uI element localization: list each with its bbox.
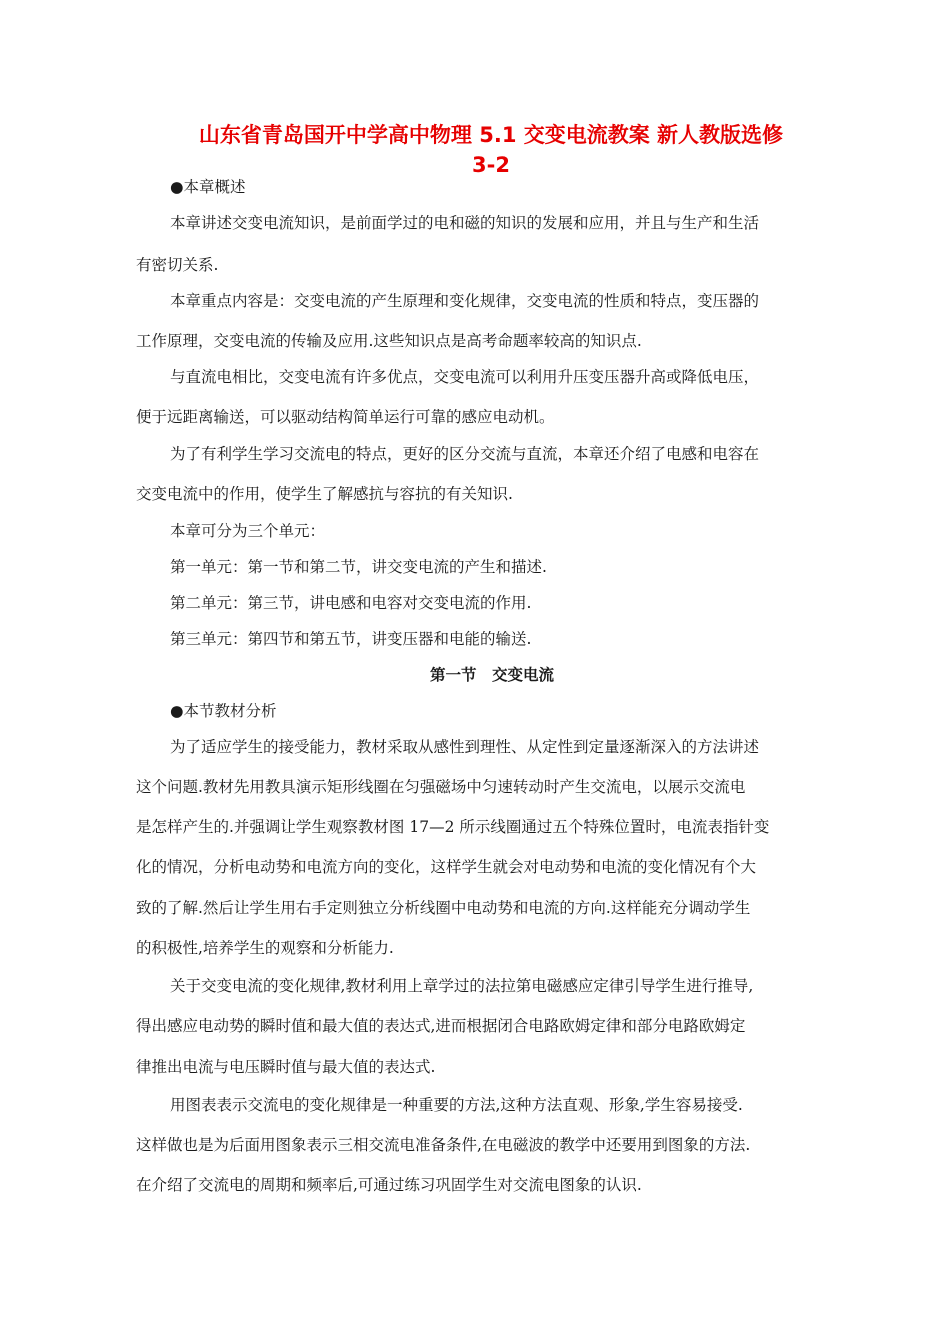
- paragraph-line: 化的情况，分析电动势和电流方向的变化，这样学生就会对电动势和电流的变化情况有个大: [136, 858, 757, 876]
- paragraph-line: 工作原理，交变电流的传输及应用.这些知识点是高考命题率较高的知识点.: [136, 332, 642, 350]
- paragraph-line: 便于远距离输送，可以驱动结构简单运行可靠的感应电动机。: [136, 408, 555, 426]
- paragraph-line: 第一单元：第一节和第二节，讲交变电流的产生和描述.: [170, 558, 547, 576]
- overview-heading: ●本章概述: [170, 178, 246, 196]
- section-title: 第一节 交变电流: [429, 665, 554, 684]
- paragraph-line: 第二单元：第三节，讲电感和电容对交变电流的作用.: [170, 594, 532, 612]
- title-line-1: 山东省青岛国开中学高中物理 5.1 交变电流教案 新人教版选修: [198, 123, 784, 147]
- paragraph-line: 的积极性,培养学生的观察和分析能力.: [136, 939, 394, 957]
- paragraph-line: 关于交变电流的变化规律,教材利用上章学过的法拉第电磁感应定律引导学生进行推导,: [170, 977, 754, 995]
- paragraph-line: 本章讲述交变电流知识，是前面学过的电和磁的知识的发展和应用，并且与生产和生活: [170, 214, 760, 232]
- paragraph-line: 这个问题.教材先用教具演示矩形线圈在匀强磁场中匀速转动时产生交流电，以展示交流电: [136, 778, 746, 796]
- paragraph-line: 本章可分为三个单元：: [170, 522, 326, 540]
- paragraph-line: 律推出电流与电压瞬时值与最大值的表达式.: [136, 1058, 436, 1076]
- paragraph-line: 得出感应电动势的瞬时值和最大值的表达式,进而根据闭合电路欧姆定律和部分电路欧姆定: [136, 1017, 746, 1035]
- document-title: [136, 120, 846, 180]
- paragraph-line: 交变电流中的作用，使学生了解感抗与容抗的有关知识.: [136, 485, 513, 503]
- paragraph-line: 为了有利学生学习交流电的特点，更好的区分交流与直流，本章还介绍了电感和电容在: [170, 445, 760, 463]
- paragraph-line: 有密切关系.: [136, 256, 219, 274]
- paragraph-line: 致的了解.然后让学生用右手定则独立分析线圈中电动势和电流的方向.这样能充分调动学生: [136, 899, 751, 917]
- title-line-2: 3-2: [472, 153, 510, 177]
- paragraph-line: 第三单元：第四节和第五节，讲变压器和电能的输送.: [170, 630, 532, 648]
- paragraph-line: 是怎样产生的.并强调让学生观察教材图 17—2 所示线圈通过五个特殊位置时，电流表指针变: [136, 818, 770, 836]
- paragraph-line: 与直流电相比，交变电流有许多优点，交变电流可以利用升压变压器升高或降低电压，: [170, 368, 760, 386]
- paragraph-line: 为了适应学生的接受能力，教材采取从感性到理性、从定性到定量逐渐深入的方法讲述: [170, 738, 760, 756]
- paragraph-line: 这样做也是为后面用图象表示三相交流电准备条件,在电磁波的教学中还要用到图象的方法.: [136, 1136, 751, 1154]
- analysis-heading: ●本节教材分析: [170, 702, 277, 720]
- paragraph-line: 在介绍了交流电的周期和频率后,可通过练习巩固学生对交流电图象的认识.: [136, 1176, 642, 1194]
- paragraph-line: 本章重点内容是：交变电流的产生原理和变化规律，交变电流的性质和特点，变压器的: [170, 292, 760, 310]
- paragraph-line: 用图表表示交流电的变化规律是一种重要的方法,这种方法直观、形象,学生容易接受.: [170, 1096, 743, 1114]
